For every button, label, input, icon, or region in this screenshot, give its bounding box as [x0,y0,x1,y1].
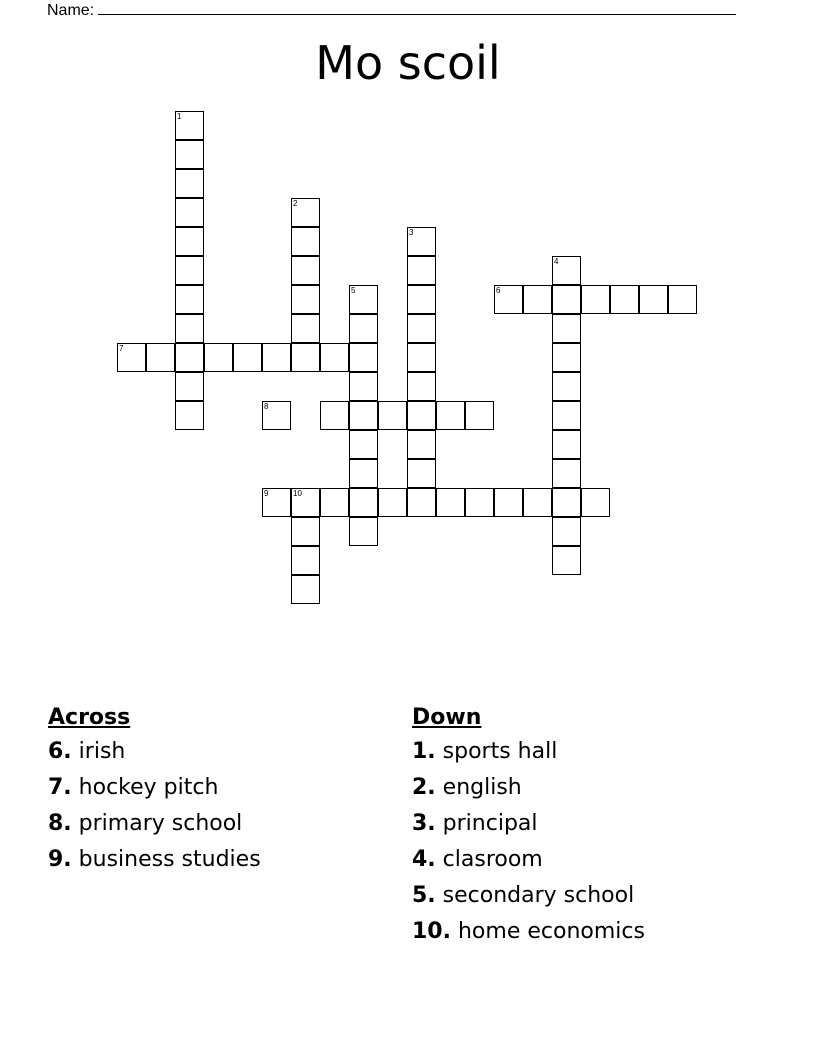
grid-cell[interactable] [349,430,378,459]
grid-cell[interactable] [291,227,320,256]
grid-cell[interactable] [175,314,204,343]
grid-cell[interactable] [291,256,320,285]
grid-cell[interactable] [349,372,378,401]
grid-cell[interactable] [465,401,494,430]
grid-cell[interactable] [233,343,262,372]
grid-cell[interactable] [407,256,436,285]
grid-cell[interactable] [146,343,175,372]
grid-cell[interactable] [552,401,581,430]
grid-cell[interactable] [407,459,436,488]
grid-cell[interactable] [175,111,204,140]
cell-number: 5 [351,286,356,295]
grid-cell[interactable] [175,401,204,430]
grid-cell[interactable] [175,140,204,169]
grid-cell[interactable] [581,285,610,314]
grid-cell[interactable] [436,488,465,517]
clue-number: 6. [48,739,72,764]
grid-cell[interactable] [668,285,697,314]
grid-cell[interactable] [407,343,436,372]
grid-cell[interactable] [552,256,581,285]
grid-cell[interactable] [291,546,320,575]
clue-text: sports hall [442,739,558,764]
grid-cell[interactable] [349,343,378,372]
grid-cell[interactable] [262,401,291,430]
clue-number: 2. [412,775,436,800]
grid-cell[interactable] [262,343,291,372]
grid-cell[interactable] [349,459,378,488]
cell-number: 4 [554,257,559,266]
grid-cell[interactable] [407,314,436,343]
grid-cell[interactable] [262,488,291,517]
clue-number: 4. [412,847,436,872]
grid-cell[interactable] [291,488,320,517]
clue-number: 7. [48,775,72,800]
down-clue [412,914,645,950]
grid-cell[interactable] [175,169,204,198]
down-clue [412,770,645,806]
cell-number: 7 [119,344,124,353]
grid-cell[interactable] [320,343,349,372]
grid-cell[interactable] [552,430,581,459]
grid-cell[interactable] [175,256,204,285]
clue-number: 8. [48,811,72,836]
clue-text: business studies [78,847,261,872]
grid-cell[interactable] [552,459,581,488]
clue-text: home economics [457,919,645,944]
grid-cell[interactable] [291,285,320,314]
grid-cell[interactable] [552,343,581,372]
grid-cell[interactable] [175,285,204,314]
grid-cell[interactable] [291,343,320,372]
grid-cell[interactable] [320,401,349,430]
cell-number: 2 [293,199,298,208]
down-clue [412,842,645,878]
cell-number: 1 [177,112,182,121]
clue-text: english [442,775,522,800]
cell-number: 3 [409,228,414,237]
grid-cell[interactable] [349,285,378,314]
grid-cell[interactable] [378,488,407,517]
grid-cell[interactable] [407,227,436,256]
down-clue [412,878,645,914]
down-clue [412,806,645,842]
clue-text: secondary school [442,883,635,908]
clue-number: 5. [412,883,436,908]
grid-cell[interactable] [436,401,465,430]
clue-number: 1. [412,739,436,764]
across-clue [48,734,261,770]
grid-cell[interactable] [552,285,581,314]
across-clue [48,842,261,878]
down-clues [412,704,645,950]
across-heading: Across [48,705,131,730]
grid-cell[interactable] [523,488,552,517]
across-clue [48,806,261,842]
grid-cell[interactable] [175,372,204,401]
clue-text: hockey pitch [78,775,219,800]
grid-cell[interactable] [320,488,349,517]
cell-number: 10 [293,489,302,498]
grid-cell[interactable] [175,227,204,256]
grid-cell[interactable] [581,488,610,517]
grid-cell[interactable] [494,285,523,314]
grid-cell[interactable] [349,314,378,343]
down-heading: Down [412,705,482,730]
cell-number: 8 [264,402,269,411]
page-title: Mo scoil [315,36,501,90]
grid-cell[interactable] [349,488,378,517]
grid-cell[interactable] [407,488,436,517]
grid-cell[interactable] [291,314,320,343]
grid-cell[interactable] [378,401,407,430]
grid-cell[interactable] [407,372,436,401]
grid-cell[interactable] [552,488,581,517]
clue-number: 3. [412,811,436,836]
clue-text: clasroom [442,847,543,872]
grid-cell[interactable] [494,488,523,517]
clue-text: principal [442,811,538,836]
clue-number: 9. [48,847,72,872]
name-label: Name: [47,2,95,19]
grid-cell[interactable] [204,343,233,372]
grid-cell[interactable] [639,285,668,314]
grid-cell[interactable] [407,401,436,430]
grid-cell[interactable] [291,517,320,546]
cell-number: 9 [264,489,269,498]
grid-cell[interactable] [175,343,204,372]
grid-cell[interactable] [407,285,436,314]
clue-number: 10. [412,919,451,944]
grid-cell[interactable] [610,285,639,314]
grid-cell[interactable] [552,314,581,343]
cell-number: 6 [496,286,501,295]
grid-cell[interactable] [407,430,436,459]
grid-cell[interactable] [349,401,378,430]
across-clue [48,770,261,806]
grid-cell[interactable] [291,575,320,604]
grid-cell[interactable] [117,343,146,372]
grid-cell[interactable] [552,546,581,575]
grid-cell[interactable] [291,198,320,227]
grid-cell[interactable] [349,517,378,546]
grid-cell[interactable] [523,285,552,314]
across-clues [48,704,261,878]
grid-cell[interactable] [175,198,204,227]
grid-cell[interactable] [552,372,581,401]
grid-cell[interactable] [465,488,494,517]
clue-text: primary school [78,811,243,836]
clue-text: irish [78,739,126,764]
grid-cell[interactable] [552,517,581,546]
down-clue [412,734,645,770]
